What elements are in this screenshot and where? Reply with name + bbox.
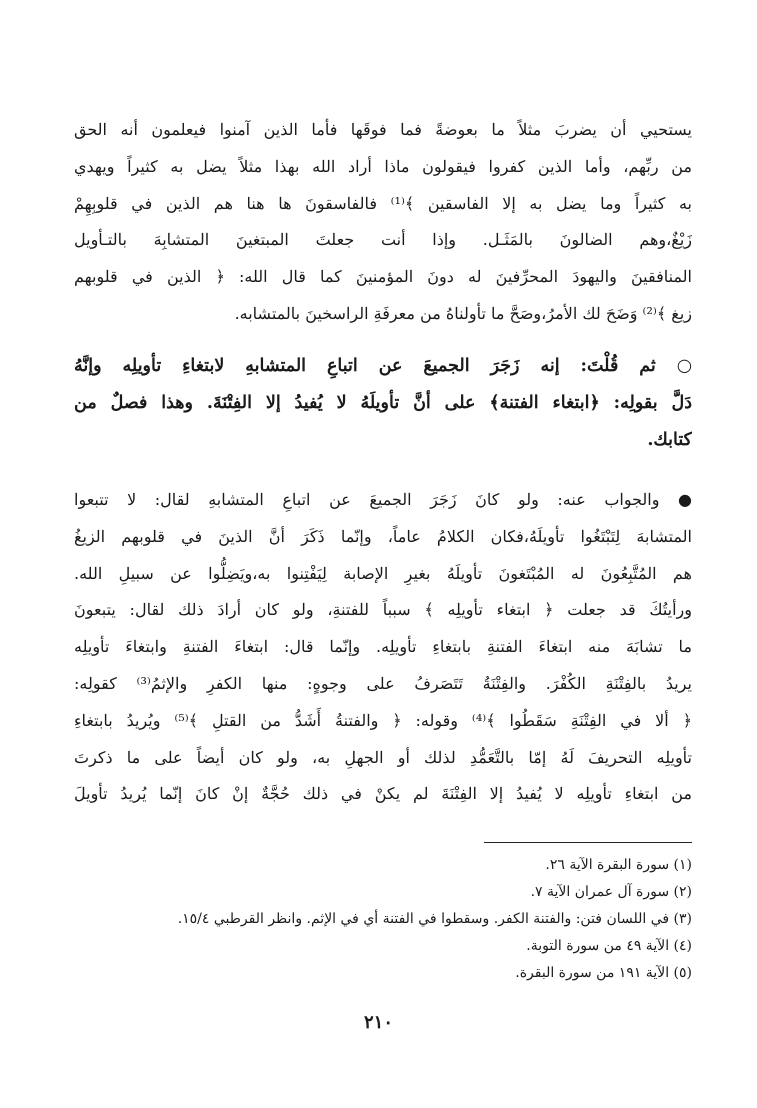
- text-line: ورأيتُكَ قد جعلت ﴿ ابتغاء تأويلِه ﴾ سبباً للفتنةِ، ولو كان أرادَ ذلك لقال: يتبعونَ: [74, 600, 692, 620]
- text-line: دَلَّ بقولِه: ﴿ابتغاء الفتنة﴾ على أنَّ تأويلَهُ لا يُفيدُ إلا الفِتْنَةَ. وهذا فصلٌ من: [74, 392, 692, 413]
- answer-paragraph: [74, 482, 692, 813]
- footnote: (٤) الآية ٤٩ من سورة التوبة.: [526, 938, 692, 954]
- text-line: يستحيي أن يضربَ مثلاً ما بعوضةً فما فوقَها فأما الذين آمنوا فيعلمون أنه الحق: [74, 120, 692, 139]
- text-line: ﴿ ألا في الفِتْنَةِ سَقَطُوا ﴾⁽⁴⁾ وقوله: ﴿ والفتنةُ أَشَدُّ من القتلِ ﴾⁽⁵⁾ ويُريدُ بابتغاءِ: [74, 710, 692, 730]
- page-number: ٢١٠: [363, 1012, 393, 1033]
- text-line: زيغ ﴾⁽²⁾ وَضَحَ لك الأمرُ،وصَحَّ ما تأولناهُ من معرفَةِ الراسخينَ بالمتشابه.: [234, 303, 692, 323]
- text-line: ما تشابَهَ منه ابتغاءَ الفتنةِ بابتغاءِ تأويلِه. وإنّما قال: ابتغاءَ الفتنةِ وابتغاءَ تأويلِه: [74, 637, 692, 657]
- text-line: ○ ثم قُلْتَ: إنه زَجَرَ الجميعَ عن اتباعِ المتشابهِ لابتغاءِ تأويلِه وإنَّهُ: [74, 356, 692, 376]
- text-line: ● والجواب عنه: ولو كانَ زَجَرَ الجميعَ عن اتباعِ المتشابهِ لقال: لا تتبعوا: [74, 490, 692, 509]
- text-line: به كثيراً وما يضل به إلا الفاسقين ﴾⁽¹⁾ فالفاسقونَ ها هنا هم الذين في قلوبِهِمْ: [74, 193, 692, 213]
- footnote: (٣) في اللسان فتن: والفتنة الكفر. وسقطوا في الفتنة أي في الإثم. وانظر القرطبي ١٥/٤.: [177, 911, 692, 927]
- text-line: هم المُتَّبِعُونَ له المُبْتَغونَ تأويلَهُ بغيرِ الإصابة لِيَفْتِنوا به،ويَضِلُّوا عن سبيلِ الله.: [74, 563, 692, 583]
- footnote: (٥) الآية ١٩١ من سورة البقرة.: [515, 965, 692, 981]
- footnotes: [74, 852, 692, 987]
- text-line: زَيْغٌ،وهم الضالونَ بالمَثَـل. وإذا أنت جعلتَ المبتغينَ المتشابِهَ بالتـأويل: [74, 230, 692, 250]
- text-line: كتابك.: [647, 429, 692, 450]
- footnote: (١) سورة البقرة الآية ٢٦.: [545, 857, 692, 873]
- text-line: المنافقينَ واليهودَ المحرِّفينَ له دونَ المؤمنينَ كما قال الله: ﴿ الذين في قلوبهم: [74, 267, 692, 287]
- text-line: المتشابهَ لِتَبْتَغُوا تأويلَهُ،فكان الكلامُ عاماً، وإنّما ذَكَرَ أنَّ الذينَ في قلوبهم الزيغُ: [74, 526, 692, 546]
- body-paragraph-1: [74, 112, 692, 333]
- footnote-divider: [484, 842, 692, 843]
- text-line: تأويلِه التحريفَ لَهُ إمّا بالتَّعَمُّدِ لذلك أو الجهلِ به، ولو كان أيضاً على ما ذكرتَ: [74, 747, 692, 767]
- footnote: (٢) سورة آل عمران الآية ٧.: [530, 884, 692, 900]
- text-line: يريدُ بالفِتْنَةِ الكُفْرَ. والفِتْنَةُ تَتَصَرفُ على وجوهٍ: منها الكفرِ والإثمُ⁽³⁾ كقولِه:: [74, 673, 692, 693]
- question-paragraph: [74, 348, 692, 458]
- text-line: من ابتغاءِ تأويلِه لا يُفيدُ إلا الفِتْنَةَ لم يكنْ في ذلك حُجَّةٌ إنْ كانَ إنّما يُريدُ تأويلَ: [74, 784, 692, 804]
- text-line: من ربِّهم، وأما الذين كفروا فيقولون ماذا أراد الله بهذا مثلاً يضل به كثيراً ويهدي: [74, 156, 692, 176]
